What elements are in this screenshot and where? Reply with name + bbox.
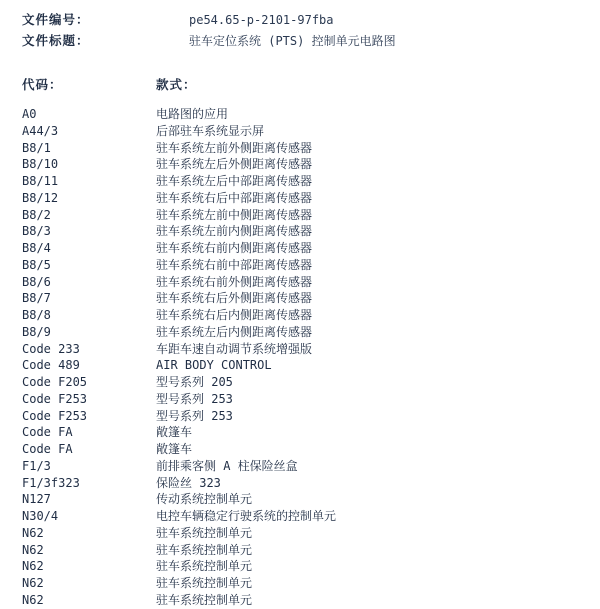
component-description: 驻车系统左后内侧距离传感器	[156, 324, 313, 339]
component-code: B8/6	[22, 274, 51, 289]
component-description: 驻车系统控制单元	[156, 542, 253, 557]
component-description: 驻车系统控制单元	[156, 525, 253, 540]
table-row	[22, 190, 592, 207]
table-row	[22, 441, 592, 458]
component-description: 驻车系统右前外侧距离传感器	[156, 274, 313, 289]
component-description: 驻车系统右后中部距离传感器	[156, 190, 313, 205]
table-row	[22, 341, 592, 358]
component-description: 型号系列 253	[156, 408, 233, 423]
table-row	[22, 424, 592, 441]
table-row	[22, 140, 592, 157]
component-description: 驻车系统左前外侧距离传感器	[156, 140, 313, 155]
component-description: 驻车系统右后内侧距离传感器	[156, 308, 313, 322]
table-row	[22, 508, 592, 525]
component-description: 车距车速自动调节系统增强版	[156, 341, 313, 356]
component-description: 型号系列 253	[156, 391, 233, 406]
component-code: B8/2	[22, 207, 51, 222]
component-description: 驻车系统控制单元	[156, 592, 253, 607]
component-description: 驻车系统左前中侧距离传感器	[156, 207, 313, 222]
component-description: 电控车辆稳定行驶系统的控制单元	[156, 509, 337, 523]
table-row	[22, 274, 592, 291]
component-code: N62	[22, 525, 44, 540]
component-description: 保险丝 323	[156, 475, 221, 490]
table-row	[22, 173, 592, 190]
table-row	[22, 458, 592, 475]
doc-number-label: 文件编号：	[22, 12, 90, 27]
component-description: 驻车系统右后外侧距离传感器	[156, 291, 313, 306]
table-row	[22, 207, 592, 224]
component-code: Code F253	[22, 408, 88, 423]
component-code: B8/1	[22, 140, 51, 155]
code-column-header: 代码：	[22, 77, 63, 92]
component-code: A0	[22, 107, 37, 121]
table-row	[22, 223, 592, 240]
table-row	[22, 575, 592, 592]
component-description: 驻车系统右前内侧距离传感器	[156, 241, 313, 255]
table-row	[22, 106, 592, 123]
table-row	[22, 240, 592, 257]
component-code: B8/9	[22, 324, 51, 339]
component-code: B8/8	[22, 308, 51, 322]
component-code: N62	[22, 576, 44, 590]
table-row	[22, 558, 592, 575]
component-code: B8/5	[22, 257, 51, 272]
table-row	[22, 257, 592, 274]
table-row	[22, 374, 592, 391]
table-row	[22, 156, 592, 173]
component-description: 后部驻车系统显示屏	[156, 123, 265, 138]
component-code: B8/7	[22, 291, 51, 306]
table-row	[22, 491, 592, 508]
table-row	[22, 391, 592, 408]
table-row	[22, 408, 592, 425]
table-row	[22, 475, 592, 492]
component-code: N127	[22, 492, 51, 507]
component-description: AIR BODY CONTROL	[156, 358, 272, 373]
component-code: Code F253	[22, 391, 88, 406]
component-code: B8/3	[22, 224, 51, 239]
component-description: 电路图的应用	[156, 107, 229, 121]
component-description: 型号系列 205	[156, 375, 233, 389]
table-row	[22, 525, 592, 542]
component-code: Code F205	[22, 375, 88, 389]
component-code: N62	[22, 592, 44, 607]
doc-title-label: 文件标题：	[22, 33, 90, 48]
component-description: 敞篷车	[156, 425, 193, 440]
table-row	[22, 592, 592, 609]
component-description: 传动系统控制单元	[156, 492, 253, 507]
table-row	[22, 307, 592, 324]
model-column-header: 款式：	[156, 77, 197, 92]
component-description: 敞篷车	[156, 442, 193, 456]
component-code: N62	[22, 559, 44, 574]
component-description: 驻车系统左后中部距离传感器	[156, 174, 313, 188]
doc-number-value: pe54.65-p-2101-97fba	[189, 13, 334, 27]
component-code: Code FA	[22, 425, 73, 440]
component-code: A44/3	[22, 123, 59, 138]
doc-title-value: 驻车定位系统 (PTS) 控制单元电路图	[189, 34, 396, 48]
component-code: F1/3	[22, 458, 51, 473]
component-description: 驻车系统控制单元	[156, 559, 253, 574]
table-row	[22, 290, 592, 307]
table-row	[22, 542, 592, 559]
table-row	[22, 324, 592, 341]
component-description: 驻车系统左后外侧距离传感器	[156, 157, 313, 172]
component-code: F1/3f323	[22, 475, 80, 490]
component-code: B8/4	[22, 241, 51, 255]
component-code: Code 489	[22, 358, 80, 373]
component-description: 驻车系统控制单元	[156, 576, 253, 590]
component-code: B8/10	[22, 157, 59, 172]
table-header	[22, 76, 582, 94]
table-row	[22, 123, 592, 140]
component-code: Code FA	[22, 442, 73, 456]
component-list	[22, 106, 592, 609]
component-code: N30/4	[22, 509, 59, 523]
component-code: B8/12	[22, 190, 59, 205]
component-code: B8/11	[22, 174, 59, 188]
component-code: Code 233	[22, 341, 80, 356]
component-description: 前排乘客侧 A 柱保险丝盒	[156, 458, 298, 473]
component-description: 驻车系统右前中部距离传感器	[156, 257, 313, 272]
table-row	[22, 357, 592, 374]
component-code: N62	[22, 542, 44, 557]
component-description: 驻车系统左前内侧距离传感器	[156, 224, 313, 239]
